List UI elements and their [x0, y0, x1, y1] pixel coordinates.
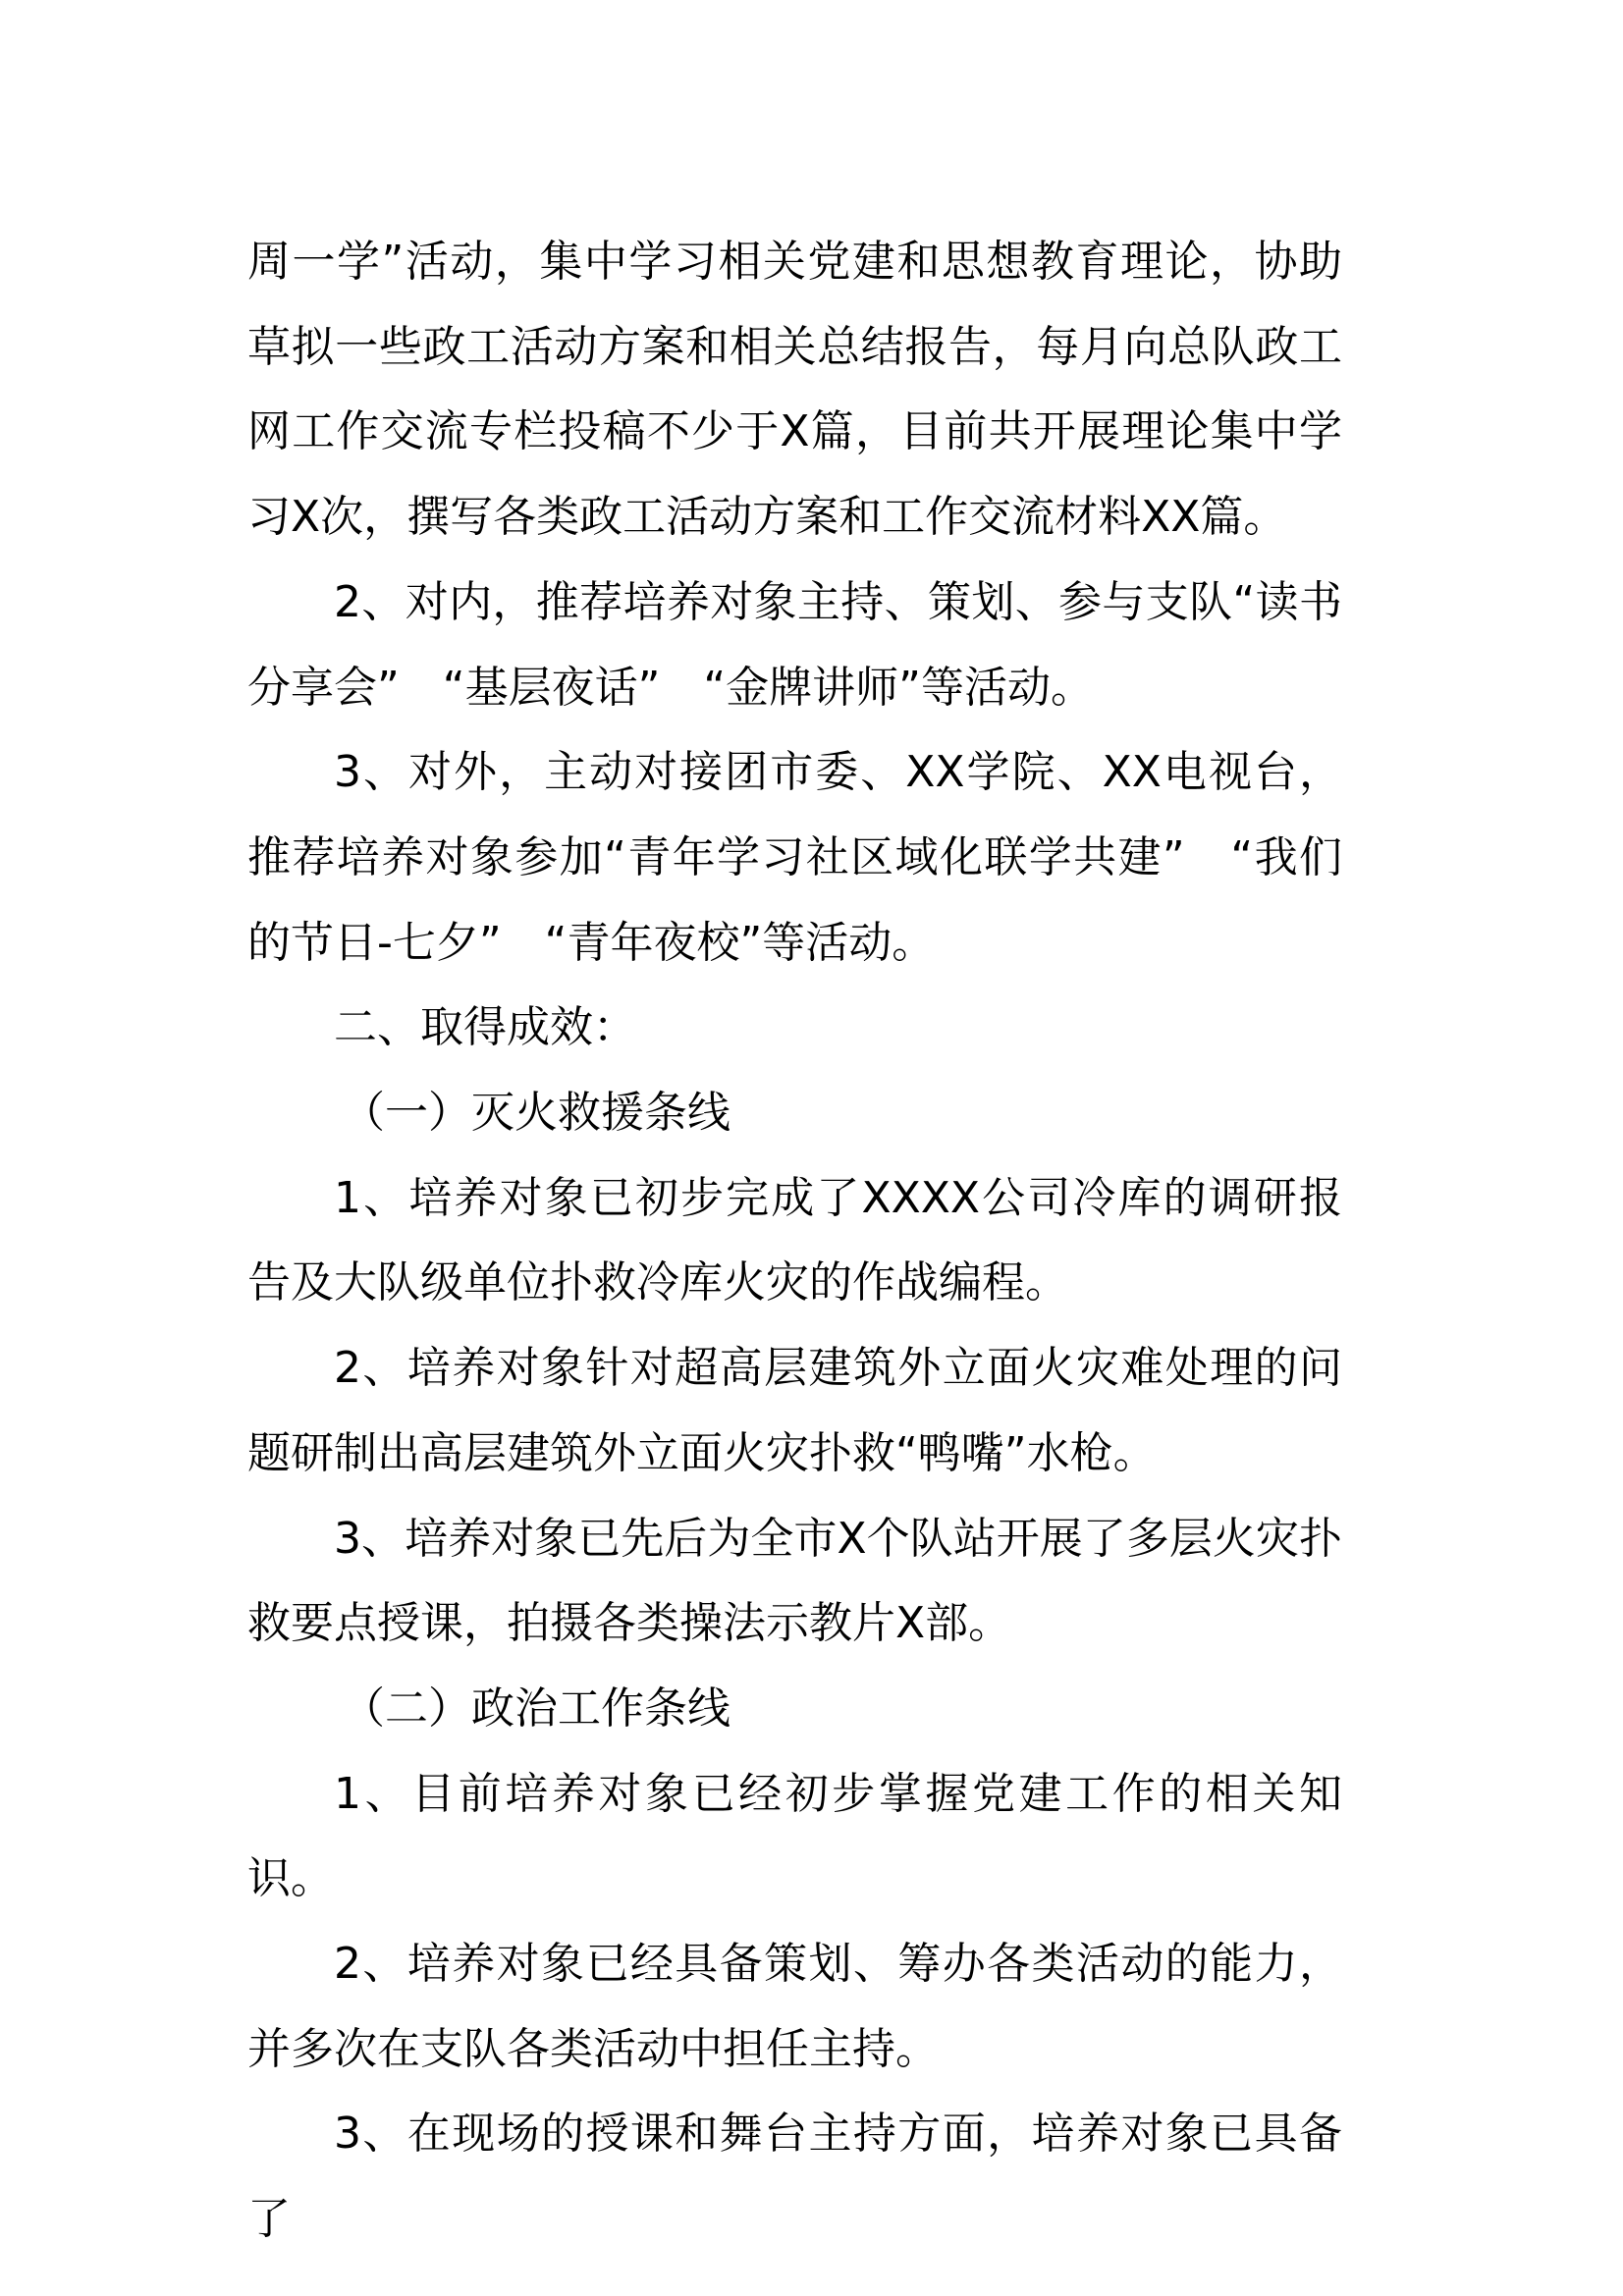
subheading-firefighting: （一）灭火救援条线: [342, 1088, 730, 1139]
paragraph-item-party-knowledge: 1、目前培养对象已经初步掌握党建工作的相关知识。: [247, 1768, 1342, 1904]
document-page: [247, 220, 1342, 2263]
section-heading-results: 二、取得成效：: [334, 1002, 636, 1053]
paragraph-item-hosting: 3、在现场的授课和舞台主持方面，培养对象已具备了: [247, 2109, 1342, 2245]
paragraph-item-training: 3、培养对象已先后为全市X个队站开展了多层火灾扑救要点授课，拍摄各类操法示教片X部。: [247, 1513, 1342, 1649]
paragraph-item-nozzle: 2、培养对象针对超高层建筑外立面火灾难处理的问题研制出高层建筑外立面火灾扑救“鸭嘴”水枪。: [247, 1343, 1342, 1478]
paragraph-item-event-planning: 2、培养对象已经具备策划、筹办各类活动的能力，并多次在支队各类活动中担任主持。: [247, 1939, 1342, 2074]
paragraph-continuation: 周一学”活动，集中学习相关党建和思想教育理论，协助草拟一些政工活动方案和相关总结报告，每月向总队政工网工作交流专栏投稿不少于X篇，目前共开展理论集中学习X次，撰写各类政工活动方案和工作交流材料XX篇。: [247, 237, 1342, 543]
paragraph-item-internal: 2、对内，推荐培养对象主持、策划、参与支队“读书分享会” “基层夜话” “金牌讲师”等活动。: [247, 576, 1342, 713]
paragraph-item-coldstorage: 1、培养对象已初步完成了XXXX公司冷库的调研报告及大队级单位扑救冷库火灾的作战编程。: [247, 1172, 1342, 1308]
paragraph-item-external: 3、对外，主动对接团市委、XX学院、XX电视台，推荐培养对象参加“青年学习社区域化联学共建” “我们的节日-七夕” “青年夜校”等活动。: [247, 747, 1342, 968]
subheading-political-work: （二）政治工作条线: [342, 1682, 730, 1734]
